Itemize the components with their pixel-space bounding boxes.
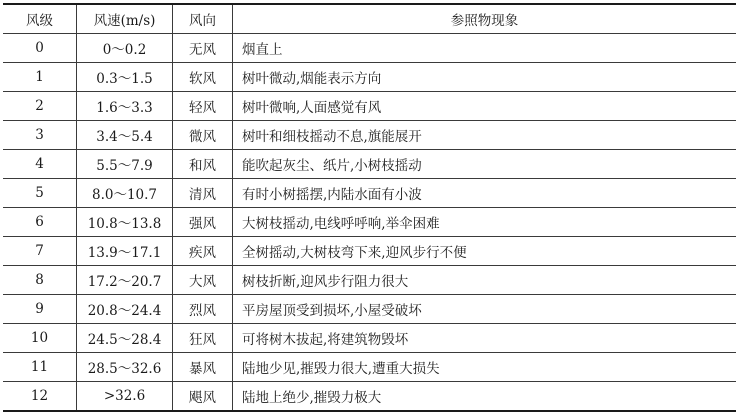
cell-wind-name: 和风 xyxy=(173,150,233,179)
cell-level: 0 xyxy=(3,34,77,63)
cell-phenomenon: 树叶微动,烟能表示方向 xyxy=(233,63,737,92)
cell-phenomenon: 树叶微响,人面感觉有风 xyxy=(233,92,737,121)
cell-phenomenon: 全树摇动,大树枝弯下来,迎风步行不便 xyxy=(233,237,737,266)
cell-wind-name: 轻风 xyxy=(173,92,233,121)
cell-level: 12 xyxy=(3,382,77,412)
cell-wind-name: 无风 xyxy=(173,34,233,63)
table-row xyxy=(3,208,736,237)
cell-phenomenon: 有时小树摇摆,内陆水面有小波 xyxy=(233,179,737,208)
cell-level: 11 xyxy=(3,353,77,382)
header-level: 风级 xyxy=(3,4,77,34)
cell-speed: 13.9～17.1 xyxy=(77,237,173,266)
cell-wind-name: 清风 xyxy=(173,179,233,208)
cell-speed: 28.5～32.6 xyxy=(77,353,173,382)
cell-wind-name: 飓风 xyxy=(173,382,233,412)
table-row xyxy=(3,34,736,63)
cell-phenomenon: 能吹起灰尘、纸片,小树枝摇动 xyxy=(233,150,737,179)
cell-phenomenon: 烟直上 xyxy=(233,34,737,63)
cell-wind-name: 烈风 xyxy=(173,295,233,324)
cell-speed: 3.4～5.4 xyxy=(77,121,173,150)
header-name: 风向 xyxy=(173,4,233,34)
cell-wind-name: 暴风 xyxy=(173,353,233,382)
cell-level: 6 xyxy=(3,208,77,237)
cell-phenomenon: 陆地少见,摧毁力很大,遭重大损失 xyxy=(233,353,737,382)
cell-wind-name: 微风 xyxy=(173,121,233,150)
cell-phenomenon: 可将树木拔起,将建筑物毁坏 xyxy=(233,324,737,353)
cell-speed: 0.3～1.5 xyxy=(77,63,173,92)
cell-speed: 10.8～13.8 xyxy=(77,208,173,237)
header-row xyxy=(3,4,736,34)
cell-speed: 17.2～20.7 xyxy=(77,266,173,295)
table-row xyxy=(3,266,736,295)
table-row xyxy=(3,63,736,92)
cell-phenomenon: 树叶和细枝摇动不息,旗能展开 xyxy=(233,121,737,150)
cell-speed: 20.8～24.4 xyxy=(77,295,173,324)
table-row xyxy=(3,92,736,121)
cell-wind-name: 软风 xyxy=(173,63,233,92)
cell-wind-name: 强风 xyxy=(173,208,233,237)
cell-speed: 5.5～7.9 xyxy=(77,150,173,179)
table-row xyxy=(3,121,736,150)
cell-wind-name: 疾风 xyxy=(173,237,233,266)
header-phenomenon: 参照物现象 xyxy=(233,4,737,34)
cell-level: 7 xyxy=(3,237,77,266)
wind-scale-table xyxy=(3,3,736,412)
table-row xyxy=(3,382,736,412)
table-header xyxy=(3,4,736,34)
table-row xyxy=(3,295,736,324)
cell-level: 2 xyxy=(3,92,77,121)
cell-speed: 0～0.2 xyxy=(77,34,173,63)
cell-speed: 1.6～3.3 xyxy=(77,92,173,121)
table-body xyxy=(3,34,736,412)
table-row xyxy=(3,237,736,266)
cell-phenomenon: 树枝折断,迎风步行阻力很大 xyxy=(233,266,737,295)
cell-level: 3 xyxy=(3,121,77,150)
cell-level: 1 xyxy=(3,63,77,92)
cell-wind-name: 狂风 xyxy=(173,324,233,353)
table-row xyxy=(3,324,736,353)
cell-phenomenon: 大树枝摇动,电线呼呼响,举伞困难 xyxy=(233,208,737,237)
cell-speed: 8.0～10.7 xyxy=(77,179,173,208)
cell-phenomenon: 平房屋顶受到损坏,小屋受破坏 xyxy=(233,295,737,324)
cell-level: 8 xyxy=(3,266,77,295)
cell-level: 10 xyxy=(3,324,77,353)
table-row xyxy=(3,150,736,179)
cell-level: 4 xyxy=(3,150,77,179)
cell-speed: >32.6 xyxy=(77,382,173,412)
cell-phenomenon: 陆地上绝少,摧毁力极大 xyxy=(233,382,737,412)
cell-speed: 24.5～28.4 xyxy=(77,324,173,353)
cell-wind-name: 大风 xyxy=(173,266,233,295)
header-speed: 风速(m/s) xyxy=(77,4,173,34)
cell-level: 5 xyxy=(3,179,77,208)
cell-level: 9 xyxy=(3,295,77,324)
table-row xyxy=(3,179,736,208)
table-row xyxy=(3,353,736,382)
